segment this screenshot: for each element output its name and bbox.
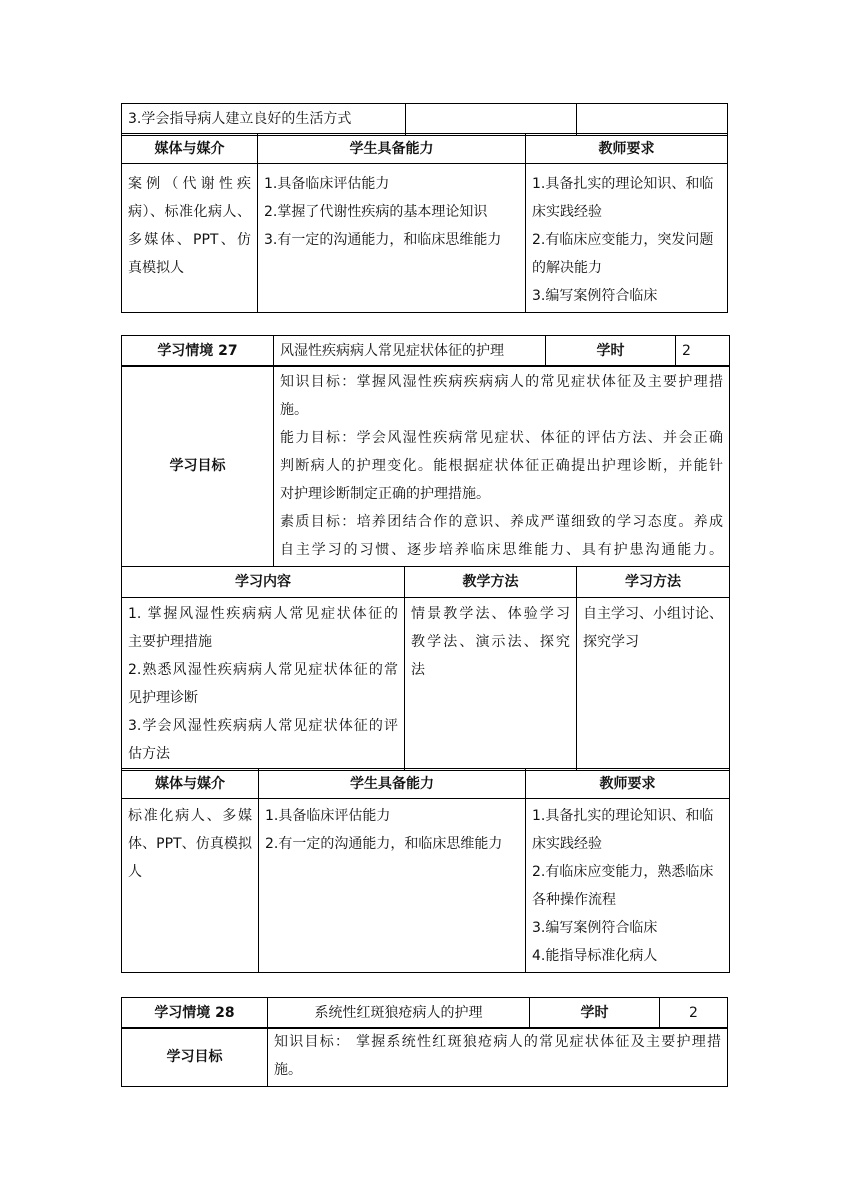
goals-cell xyxy=(268,1028,728,1087)
media-line: 真模拟人 xyxy=(128,260,184,276)
ability-header: 学生具备能力 xyxy=(259,769,526,799)
hours-value: 2 xyxy=(660,998,728,1029)
hours-label: 学时 xyxy=(530,998,660,1029)
goal-line: 知识目标：掌握风湿性疾病疾病病人的常见症状体征及主要护理措 xyxy=(280,374,723,390)
learning-line: 探究学习 xyxy=(583,634,639,650)
teacher-line: 2.有临床应变能力，熟悉临床 xyxy=(532,864,714,880)
empty-cell xyxy=(577,104,728,136)
empty-cell xyxy=(406,104,577,136)
content-line: 2.熟悉风湿性疾病病人常见症状体征的常 xyxy=(128,662,398,678)
teacher-header: 教师要求 xyxy=(526,769,730,799)
learning-line: 自主学习、小组讨论、 xyxy=(583,606,723,622)
media-line: 案例（代谢性疾 xyxy=(128,176,251,192)
ability-cell xyxy=(258,164,526,313)
media-header: 媒体与媒介 xyxy=(122,769,259,799)
teacher-cell xyxy=(526,799,730,973)
content-cell xyxy=(122,598,405,771)
learning-header: 学习方法 xyxy=(577,567,730,598)
hours-label: 学时 xyxy=(546,336,676,367)
teacher-cell xyxy=(526,164,728,313)
content-line: 见护理诊断 xyxy=(128,690,198,706)
teacher-line: 的解决能力 xyxy=(532,260,602,276)
block2-goals-table xyxy=(121,365,730,567)
teacher-line: 4.能指导标准化病人 xyxy=(532,948,658,964)
goal-line: 知识目标： 掌握系统性红斑狼疮病人的常见症状体征及主要护理措 xyxy=(274,1034,721,1050)
media-header: 媒体与媒介 xyxy=(122,134,258,164)
block2-content-table xyxy=(121,566,730,771)
block3-goals-table xyxy=(121,1027,728,1087)
teacher-line: 2.有临床应变能力，突发问题 xyxy=(532,232,714,248)
content-line: 1. 掌握风湿性疾病病人常见症状体征的 xyxy=(128,606,398,622)
block1-media-table xyxy=(121,133,728,313)
media-cell xyxy=(122,164,258,313)
media-line: 人 xyxy=(128,864,142,880)
content-line: 3.学会风湿性疾病病人常见症状体征的评 xyxy=(128,718,398,734)
teacher-line: 床实践经验 xyxy=(532,204,602,220)
goal-line: 素质目标：培养团结合作的意识、养成严谨细致的学习态度。养成 xyxy=(280,514,723,530)
teacher-line: 床实践经验 xyxy=(532,836,602,852)
ability-cell xyxy=(259,799,526,973)
goal-line: 施。 xyxy=(274,1062,302,1078)
goals-label: 学习目标 xyxy=(122,1028,268,1087)
situation-label: 学习情境 28 xyxy=(122,998,268,1029)
teacher-line: 1.具备扎实的理论知识、和临 xyxy=(532,176,714,192)
teaching-line: 情景教学法、体验学习 xyxy=(411,606,570,622)
teacher-line: 3.编写案例符合临床 xyxy=(532,920,658,936)
goal-line: 自主学习的习惯、逐步培养临床思维能力、具有护患沟通能力。 xyxy=(280,542,723,558)
teacher-header: 教师要求 xyxy=(526,134,728,164)
content-line: 估方法 xyxy=(128,746,170,762)
media-line: 多媒体、PPT、仿 xyxy=(128,232,251,248)
goal-line: 对护理诊断制定正确的护理措施。 xyxy=(280,486,490,502)
block3-header-table xyxy=(121,997,728,1029)
teaching-line: 法 xyxy=(411,662,425,678)
media-line: 标准化病人、多媒 xyxy=(128,808,252,824)
teaching-header: 教学方法 xyxy=(405,567,577,598)
situation-label: 学习情境 27 xyxy=(122,336,274,367)
teacher-line: 各种操作流程 xyxy=(532,892,616,908)
ability-line: 3.有一定的沟通能力，和临床思维能力 xyxy=(264,232,502,248)
block2-media-table xyxy=(121,768,730,973)
goals-label: 学习目标 xyxy=(122,366,274,567)
media-cell xyxy=(122,799,259,973)
goal-line: 施。 xyxy=(280,402,308,418)
media-line: 病）、标准化病人、 xyxy=(128,204,251,220)
situation-title: 风湿性疾病病人常见症状体征的护理 xyxy=(274,336,546,367)
ability-line: 2.掌握了代谢性疾病的基本理论知识 xyxy=(264,204,488,220)
situation-title: 系统性红斑狼疮病人的护理 xyxy=(268,998,530,1029)
ability-header: 学生具备能力 xyxy=(258,134,526,164)
learning-cell xyxy=(577,598,730,771)
block2-header-table xyxy=(121,335,730,367)
goal-3-cell: 3.学会指导病人建立良好的生活方式 xyxy=(122,104,406,136)
ability-line: 1.具备临床评估能力 xyxy=(265,808,391,824)
ability-line: 1.具备临床评估能力 xyxy=(264,176,390,192)
teaching-line: 教学法、演示法、探究 xyxy=(411,634,570,650)
teacher-line: 3.编写案例符合临床 xyxy=(532,288,658,304)
content-line: 主要护理措施 xyxy=(128,634,212,650)
ability-line: 2.有一定的沟通能力，和临床思维能力 xyxy=(265,836,503,852)
goal-line: 能力目标：学会风湿性疾病常见症状、体征的评估方法、并会正确 xyxy=(280,430,723,446)
media-line: 体、PPT、仿真模拟 xyxy=(128,836,252,852)
block1-top-table xyxy=(121,103,728,136)
hours-value: 2 xyxy=(676,336,730,367)
goal-line: 判断病人的护理变化。能根据症状体征正确提出护理诊断，并能针 xyxy=(280,458,723,474)
teacher-line: 1.具备扎实的理论知识、和临 xyxy=(532,808,714,824)
content-header: 学习内容 xyxy=(122,567,405,598)
teaching-cell xyxy=(405,598,577,771)
goals-cell xyxy=(274,366,730,567)
